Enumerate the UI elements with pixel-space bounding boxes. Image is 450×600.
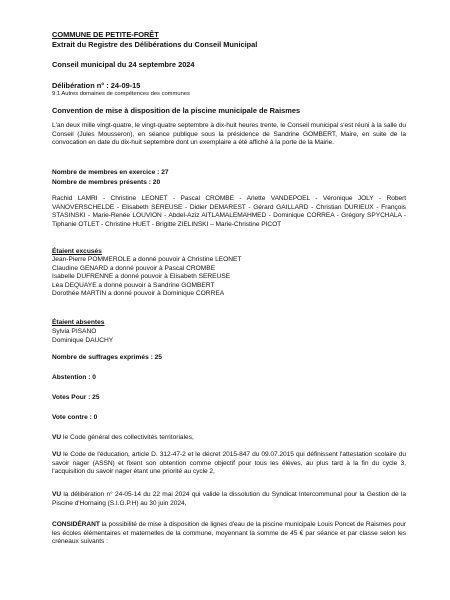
recital-sigph-dissolution	[52, 491, 406, 508]
recital-pool-availability	[52, 521, 406, 547]
votes-abstention: Abstention : 0	[52, 374, 96, 381]
registry-extract-title: Extrait du Registre des Délibérations du Conseil Municipal	[52, 40, 258, 49]
council-meeting-title: Conseil municipal du 24 septembre 2024	[52, 60, 195, 69]
list-item: Léa DEQUAYE a donné pouvoir à Sandrine GOMBERT	[52, 281, 215, 289]
excused-title: Étaient excusés	[52, 248, 102, 255]
list-item: Claudine GENARD a donné pouvoir à Pascal CROMBE	[52, 264, 216, 272]
votes-for: Votes Pour : 25	[52, 394, 100, 401]
recital-lead: VU	[52, 491, 62, 498]
recital-text: la délibération n° 24-05-14 du 22 mai 2024 qui valide la dissolution du Syndicat Intercommunal pour la Gestion de la Piscine d'Hornaing (S.I.G.P.H) au 30 juin 2024,	[52, 491, 406, 507]
list-item: Isabelle DUFRENNE a donné pouvoir à Elisabeth SEREUSE	[52, 273, 231, 281]
recital-text: la possibilité de mise à disposition de lignes d'eau de la piscine municipale Louis Poncet de Raismes pour les écoles élémentaires et maternelles de la commune, moyennant la somme de 45 € par séance et par classe selon les créneaux suivants :	[52, 521, 406, 546]
members-present: Nombre de membres présents : 20	[52, 179, 161, 186]
present-members-list: Rachid LAMRI - Christine LEONET - Pascal CROMBE - Arlette VANDEPOEL - Véronique JOLY - Robert VANOVERSCHELDE - Elisabeth SEREUSE - Didier DEMAREST - Gérard GAILLARD - Christian DURIEUX - François STASINSKI - Marie-Renée LOUVION - Abdel-Aziz AITLAMALEMAHMED - Dominique CORREA - Grégory SPYCHALA - Tiphanie OTLET - Christine HUET - Brigitte ZIELINSKI – Marie-Christine PICOT	[52, 195, 406, 228]
list-item: Jean-Pierre POMMEROLE a donné pouvoir à Christine LEONET	[52, 256, 242, 263]
list-item: Sylvia PISANO	[52, 328, 97, 335]
deliberation-category: 9.1 Autres domaines de compétences des communes	[52, 91, 190, 97]
deliberation-number: Délibération n° : 24-09-15	[52, 81, 141, 90]
recital-cgct	[52, 434, 406, 443]
recital-education-code	[52, 451, 406, 477]
list-item: Dorothée MARTIN a donné pouvoir à Dominique CORREA	[52, 290, 225, 298]
deliberation-subject: Convention de mise à disposition de la piscine municipale de Raismes	[52, 106, 301, 115]
recital-lead: VU	[52, 434, 62, 441]
meeting-introduction: L'an deux mille vingt-quatre, le vingt-quatre septembre à dix-huit heures trente, le Conseil municipal s'est réuni à la salle du Conseil (Jules Mousseron), en séance publique sous la présidence de Sandrine GOMBERT, Maire, en suite de la convocation en date du dix-huit septembre dont un exemplaire a été affiché à la porte de la Mairie.	[52, 122, 406, 147]
commune-name: COMMUNE DE PETITE-FORÊT	[52, 30, 159, 39]
recital-text: le Code de l'éducation, article D. 312-47-2 et le décret 2015-847 du 09.07.2015 qui définissent l'attestation scolaire du savoir nager (ASSN) et fixent son obtention comme objectif pour tous les élèves, au plus tard à la fin du cycle 3, l'acquisition du savoir nager étant une priorité au cycle 2,	[52, 451, 406, 476]
absent-list	[52, 328, 406, 345]
recital-lead: CONSIDÉRANT	[52, 521, 100, 528]
recital-text: le Code général des collectivités territoriales,	[61, 434, 194, 441]
absent-title: Étaient absentes	[52, 319, 105, 326]
list-item: Dominique DAUCHY	[52, 336, 114, 344]
members-in-office: Nombre de membres en exercice : 27	[52, 169, 169, 176]
votes-expressed: Nombre de suffrages exprimés : 25	[52, 354, 162, 361]
votes-against: Vote contre : 0	[52, 414, 98, 421]
recital-lead: VU	[52, 451, 62, 458]
excused-list	[52, 256, 406, 299]
